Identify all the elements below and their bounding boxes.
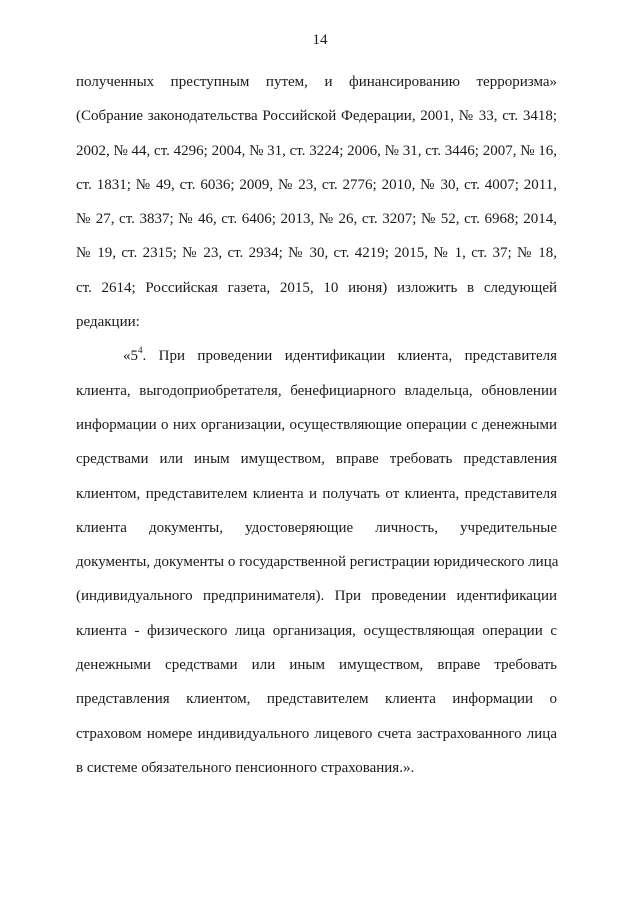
page-number: 14 [312,32,328,48]
para1-line-8: редакции: [76,314,140,331]
document-body [76,65,557,785]
para2-line-6: клиента документы, удостоверяющие личность, учредительные [76,519,557,536]
para2-first-prefix: «5 [123,348,138,365]
para2-line-12: страховом номере индивидуального лицевого счета застрахованного лица [76,725,557,742]
para1-line-7: ст. 2614; Российская газета, 2015, 10 июня) изложить в следующей [76,279,557,296]
para2-line-3: информации о них организации, осуществляющие операции с денежными [76,416,557,433]
para2-line-11: представления клиентом, представителем клиента информации о [76,691,557,708]
para2-line-8: (индивидуального предпринимателя). При проведении идентификации [76,588,557,605]
para2-first-rest: . При проведении идентификации клиента, представителя [142,348,557,365]
para1-line-1: полученных преступным путем, и финансированию терроризма» [76,74,557,90]
para2-line-9: клиента - физического лица организация, осуществляющая операции с [76,622,557,639]
para2-line-7: документы, документы о государственной регистрации юридического лица [76,554,559,571]
para1-line-6: № 19, ст. 2315; № 23, ст. 2934; № 30, ст. 4219; 2015, № 1, ст. 37; № 18, [76,245,557,262]
para1-line-3: 2002, № 44, ст. 4296; 2004, № 31, ст. 3224; 2006, № 31, ст. 3446; 2007, № 16, [76,142,558,159]
para1-line-4: ст. 1831; № 49, ст. 6036; 2009, № 23, ст. 2776; 2010, № 30, ст. 4007; 2011, [76,176,557,193]
superscript: 4 [138,345,143,356]
para1-line-2: (Собрание законодательства Российской Федерации, 2001, № 33, ст. 3418; [76,108,557,125]
para1-line-5: № 27, ст. 3837; № 46, ст. 6406; 2013, № 26, ст. 3207; № 52, ст. 6968; 2014, [76,211,557,228]
para2-line-13: в системе обязательного пенсионного страхования.». [76,759,415,776]
para2-line-2: клиента, выгодоприобретателя, бенефициарного владельца, обновлении [76,382,557,399]
para2-line-10: денежными средствами или иным имуществом, вправе требовать [76,657,557,674]
para2-first-line [76,339,557,373]
para2-line-5: клиентом, представителем клиента и получать от клиента, представителя [76,485,557,502]
para2-line-4: средствами или иным имуществом, вправе требовать представления [76,451,557,468]
